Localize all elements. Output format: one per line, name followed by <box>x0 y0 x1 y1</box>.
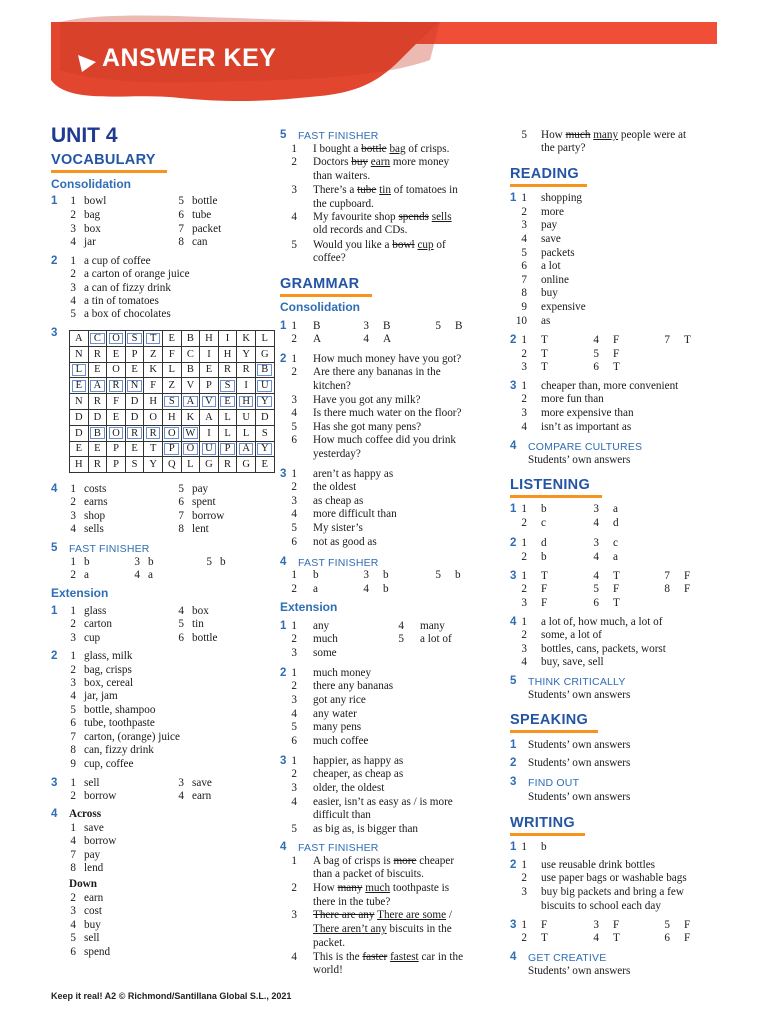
word-search-row <box>70 331 275 347</box>
word-search-cell: N <box>70 394 89 410</box>
word-search-cell: A <box>70 331 89 347</box>
word-search-cell: U <box>237 409 256 425</box>
word-search-cell: A <box>200 409 219 425</box>
word-search-cell: V <box>181 378 200 394</box>
word-search-cell: B <box>181 331 200 347</box>
word-search-cell: I <box>237 378 256 394</box>
extension-heading: Extension <box>51 586 109 600</box>
word-search-cell: C <box>88 331 107 347</box>
heading-underline <box>51 170 167 173</box>
word-search-cell: B <box>255 362 274 378</box>
word-search-cell: Q <box>162 457 181 473</box>
word-search-cell: B <box>88 425 107 441</box>
word-search-cell: Z <box>144 346 163 362</box>
word-search-cell: P <box>107 441 126 457</box>
word-search-cell: H <box>200 331 219 347</box>
word-search-cell: I <box>200 425 219 441</box>
word-search-cell: W <box>181 425 200 441</box>
word-search-row <box>70 441 275 457</box>
word-search-cell: R <box>218 362 237 378</box>
word-search-cell: T <box>144 441 163 457</box>
word-search-cell: E <box>70 441 89 457</box>
word-search-cell: O <box>107 425 126 441</box>
word-search-cell: D <box>88 409 107 425</box>
word-search-cell: V <box>200 394 219 410</box>
word-search-row <box>70 362 275 378</box>
word-search-row <box>70 457 275 473</box>
grammar-heading: GRAMMAR <box>280 276 360 292</box>
word-search-cell: F <box>162 346 181 362</box>
word-search-cell: P <box>107 457 126 473</box>
word-search-cell: H <box>70 457 89 473</box>
word-search-row <box>70 409 275 425</box>
word-search-cell: A <box>237 441 256 457</box>
word-search-cell: E <box>125 362 144 378</box>
word-search-cell: Z <box>162 378 181 394</box>
word-search-cell: P <box>162 441 181 457</box>
word-search-cell: S <box>162 394 181 410</box>
word-search-cell: L <box>255 331 274 347</box>
word-search-cell: P <box>218 441 237 457</box>
word-search-cell: Y <box>255 441 274 457</box>
word-search-cell: L <box>162 362 181 378</box>
word-search-cell: G <box>237 457 256 473</box>
word-search-cell: N <box>70 346 89 362</box>
word-search-cell: K <box>237 331 256 347</box>
word-search-cell: S <box>125 457 144 473</box>
header-banner <box>0 0 768 112</box>
word-search-cell: A <box>88 378 107 394</box>
word-search-cell: H <box>218 346 237 362</box>
word-search-cell: K <box>181 409 200 425</box>
writing-heading: WRITING <box>510 815 575 831</box>
word-search-cell: B <box>181 362 200 378</box>
word-search-cell: E <box>107 409 126 425</box>
word-search-cell: O <box>107 331 126 347</box>
consolidation-heading: Consolidation <box>51 177 131 191</box>
heading-underline <box>280 294 372 297</box>
word-search-cell: D <box>70 425 89 441</box>
word-search-cell: O <box>144 409 163 425</box>
word-search-cell: P <box>125 346 144 362</box>
word-search-cell: E <box>88 441 107 457</box>
heading-underline <box>510 730 598 733</box>
word-search-grid <box>69 330 275 473</box>
word-search-cell: R <box>107 378 126 394</box>
unit-title: UNIT 4 <box>51 124 118 147</box>
word-search-cell: S <box>218 378 237 394</box>
word-search-cell: U <box>200 441 219 457</box>
word-search-cell: F <box>107 394 126 410</box>
word-search-cell: R <box>218 457 237 473</box>
word-search-cell: R <box>88 346 107 362</box>
word-search-cell: N <box>125 378 144 394</box>
word-search-cell: F <box>144 378 163 394</box>
word-search-cell: E <box>200 362 219 378</box>
word-search-cell: E <box>107 346 126 362</box>
word-search-cell: L <box>237 425 256 441</box>
word-search-cell: E <box>125 441 144 457</box>
word-search-cell: L <box>218 409 237 425</box>
word-search-cell: H <box>162 409 181 425</box>
word-search-cell: I <box>218 331 237 347</box>
word-search-cell: S <box>125 331 144 347</box>
word-search-cell: K <box>144 362 163 378</box>
word-search-cell: P <box>200 378 219 394</box>
word-search-cell: E <box>162 331 181 347</box>
word-search-cell: D <box>255 409 274 425</box>
word-search-cell: D <box>125 394 144 410</box>
word-search-row <box>70 346 275 362</box>
word-search-cell: D <box>70 409 89 425</box>
word-search-cell: E <box>88 362 107 378</box>
word-search-cell: E <box>70 378 89 394</box>
listening-heading: LISTENING <box>510 477 591 493</box>
word-search-cell: C <box>181 346 200 362</box>
grammar-extension-heading: Extension <box>280 600 338 614</box>
word-search-cell: R <box>88 394 107 410</box>
word-search-cell: G <box>200 457 219 473</box>
word-search-cell: D <box>125 409 144 425</box>
word-search-row <box>70 425 275 441</box>
word-search-cell: I <box>200 346 219 362</box>
reading-heading: READING <box>510 166 579 182</box>
word-search-cell: Y <box>144 457 163 473</box>
word-search-cell: R <box>144 425 163 441</box>
word-search-cell: Y <box>237 346 256 362</box>
word-search-cell: L <box>70 362 89 378</box>
word-search-cell: Y <box>255 394 274 410</box>
word-search-cell: U <box>255 378 274 394</box>
word-search-cell: T <box>144 331 163 347</box>
word-search-cell: L <box>181 457 200 473</box>
word-search-row <box>70 378 275 394</box>
vocab-exercise-3-number: 3 <box>51 327 58 339</box>
speaking-heading: SPEAKING <box>510 712 589 728</box>
page-title: ANSWER KEY <box>102 44 277 72</box>
word-search-cell: H <box>144 394 163 410</box>
word-search-cell: R <box>125 425 144 441</box>
word-search-cell: O <box>181 441 200 457</box>
word-search-cell: H <box>237 394 256 410</box>
word-search-cell: G <box>255 346 274 362</box>
heading-underline <box>510 495 602 498</box>
word-search-cell: S <box>255 425 274 441</box>
word-search-row <box>70 394 275 410</box>
word-search-cell: L <box>218 425 237 441</box>
word-search-cell: R <box>88 457 107 473</box>
footer-copyright: Keep it real! A2 © Richmond/Santillana Global S.L., 2021 <box>51 991 292 1001</box>
vocabulary-heading: VOCABULARY <box>51 152 156 168</box>
word-search-cell: O <box>162 425 181 441</box>
grammar-consolidation-heading: Consolidation <box>280 300 360 314</box>
heading-underline <box>510 833 585 836</box>
heading-underline <box>510 184 587 187</box>
word-search-cell: E <box>255 457 274 473</box>
word-search-cell: R <box>237 362 256 378</box>
word-search-cell: E <box>218 394 237 410</box>
word-search-cell: O <box>107 362 126 378</box>
word-search-cell: A <box>181 394 200 410</box>
